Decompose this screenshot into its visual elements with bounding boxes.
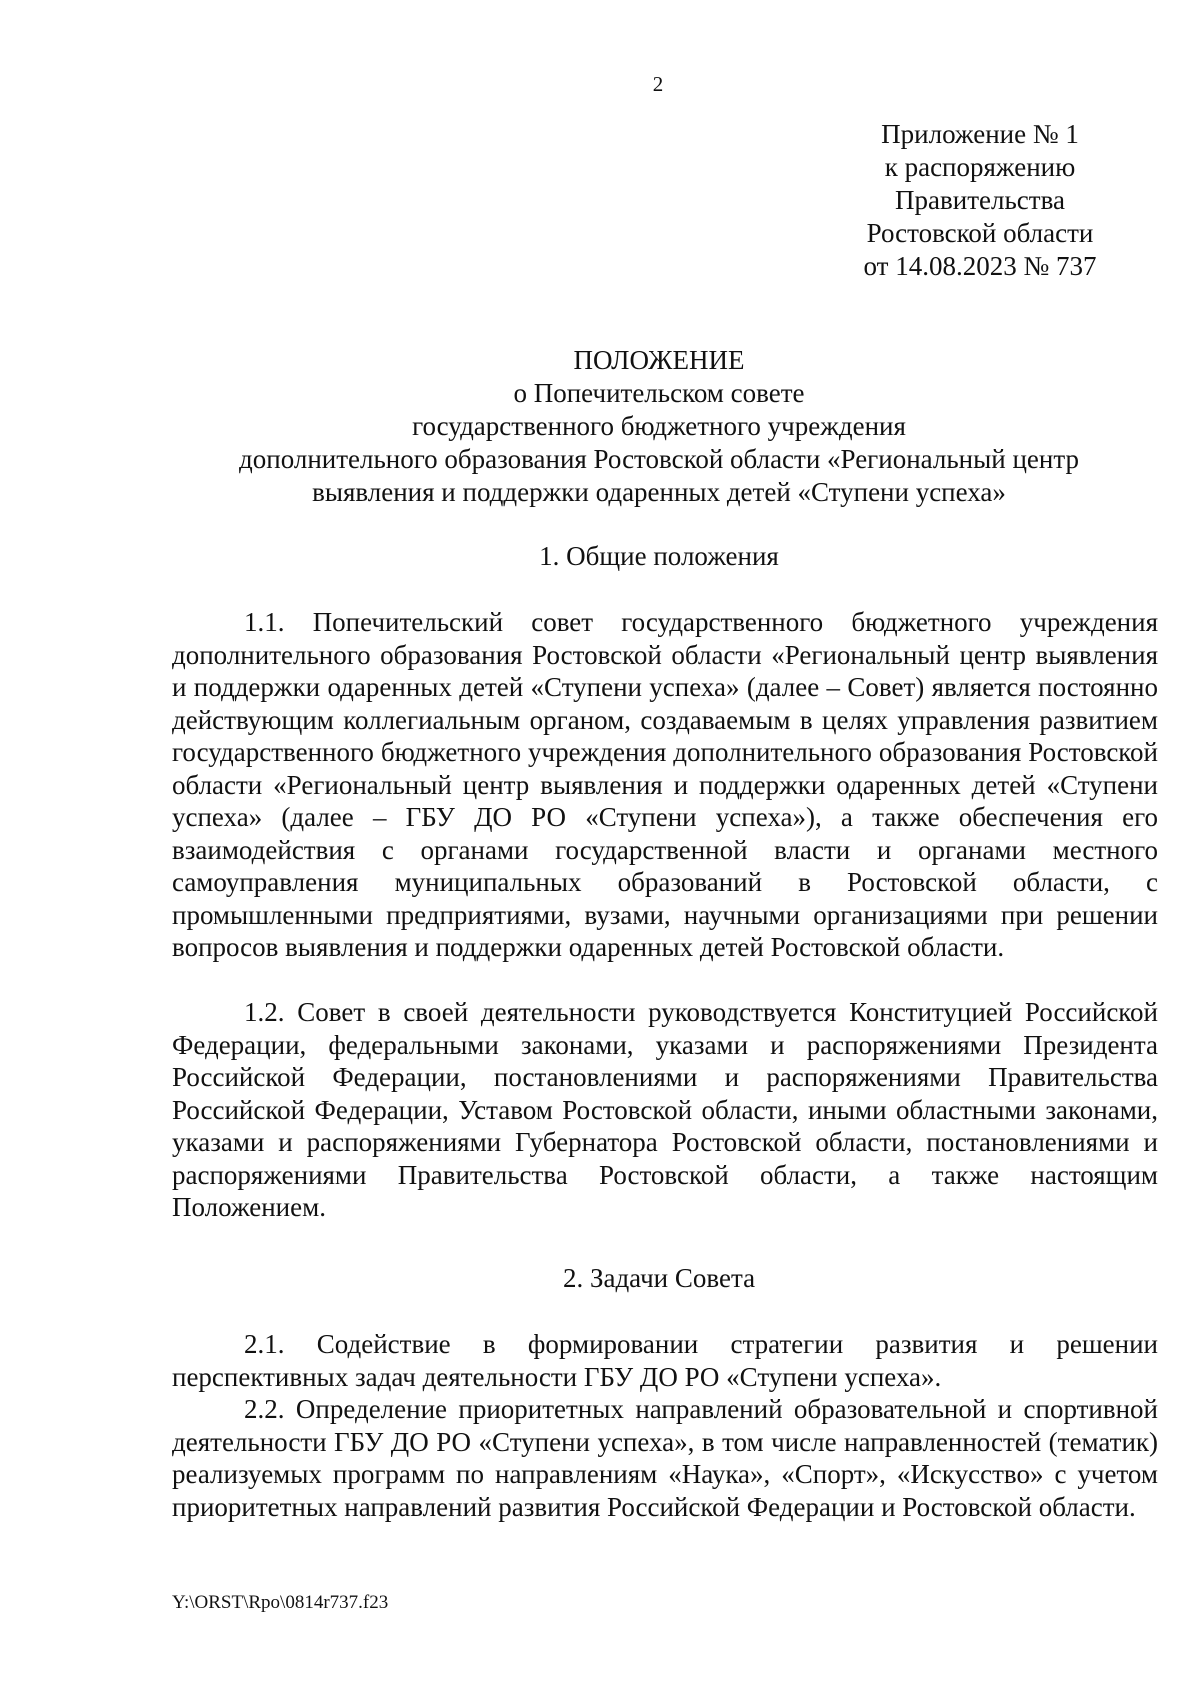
title-line-4: дополнительного образования Ростовской области «Региональный центр [239,444,1079,474]
paragraph-1-1: 1.1. Попечительский совет государственного бюджетного учреждения дополнительного образования Ростовской области «Региональный центр выявления и поддержки одаренных детей «Ступени успеха» (далее – Совет) является постоянно действующим коллегиальным органом, создаваемым в целях управления развитием государственного бюджетного учреждения дополнительного образования Ростовской области «Региональный центр выявления и поддержки одаренных детей «Ступени успеха» (далее – ГБУ ДО РО «Ступени успеха»), а также обеспечения его взаимодействия с органами государственной власти и органами местного самоуправления муниципальных образований в Ростовской области, с промышленными предприятиями, вузами, научными организациями при решении вопросов выявления и поддержки одаренных детей Ростовской области. [172,607,1158,962]
page-number: 2 [652,72,664,96]
annex-header [830,118,1130,283]
annex-line-5: от 14.08.2023 № 737 [863,251,1097,281]
title-line-3: государственного бюджетного учреждения [412,411,906,441]
section-1-heading: 1. Общие положения [539,541,779,571]
annex-line-1: Приложение № 1 [881,119,1079,149]
paragraph-2-1: 2.1. Содействие в формировании стратегии развития и решении перспективных задач деятельности ГБУ ДО РО «Ступени успеха». [172,1329,1158,1392]
paragraph-2-2: 2.2. Определение приоритетных направлений образовательной и спортивной деятельности ГБУ ДО РО «Ступени успеха», в том числе направленностей (тематик) реализуемых программ по направлениям «Наука», «Спорт», «Искусство» с учетом приоритетных направлений развития Российской Федерации и Ростовской области. [172,1394,1158,1522]
file-path-footer: Y:\ORST\Rpo\0814r737.f23 [172,1592,389,1613]
document-title [160,344,1158,509]
annex-line-3: Правительства [895,185,1065,215]
title-line-1: ПОЛОЖЕНИЕ [573,345,745,375]
annex-line-4: Ростовской области [866,218,1094,248]
paragraph-1-2: 1.2. Совет в своей деятельности руководствуется Конституцией Российской Федерации, федеральными законами, указами и распоряжениями Президента Российской Федерации, постановлениями и распоряжениями Правительства Российской Федерации, Уставом Ростовской области, иными областными законами, указами и распоряжениями Губернатора Ростовской области, постановлениями и распоряжениями Правительства Ростовской области, а также настоящим Положением. [172,997,1158,1222]
title-line-5: выявления и поддержки одаренных детей «Ступени успеха» [312,477,1006,507]
section-2-heading: 2. Задачи Совета [562,1263,756,1293]
annex-line-2: к распоряжению [884,152,1076,182]
title-line-2: о Попечительском совете [513,378,805,408]
